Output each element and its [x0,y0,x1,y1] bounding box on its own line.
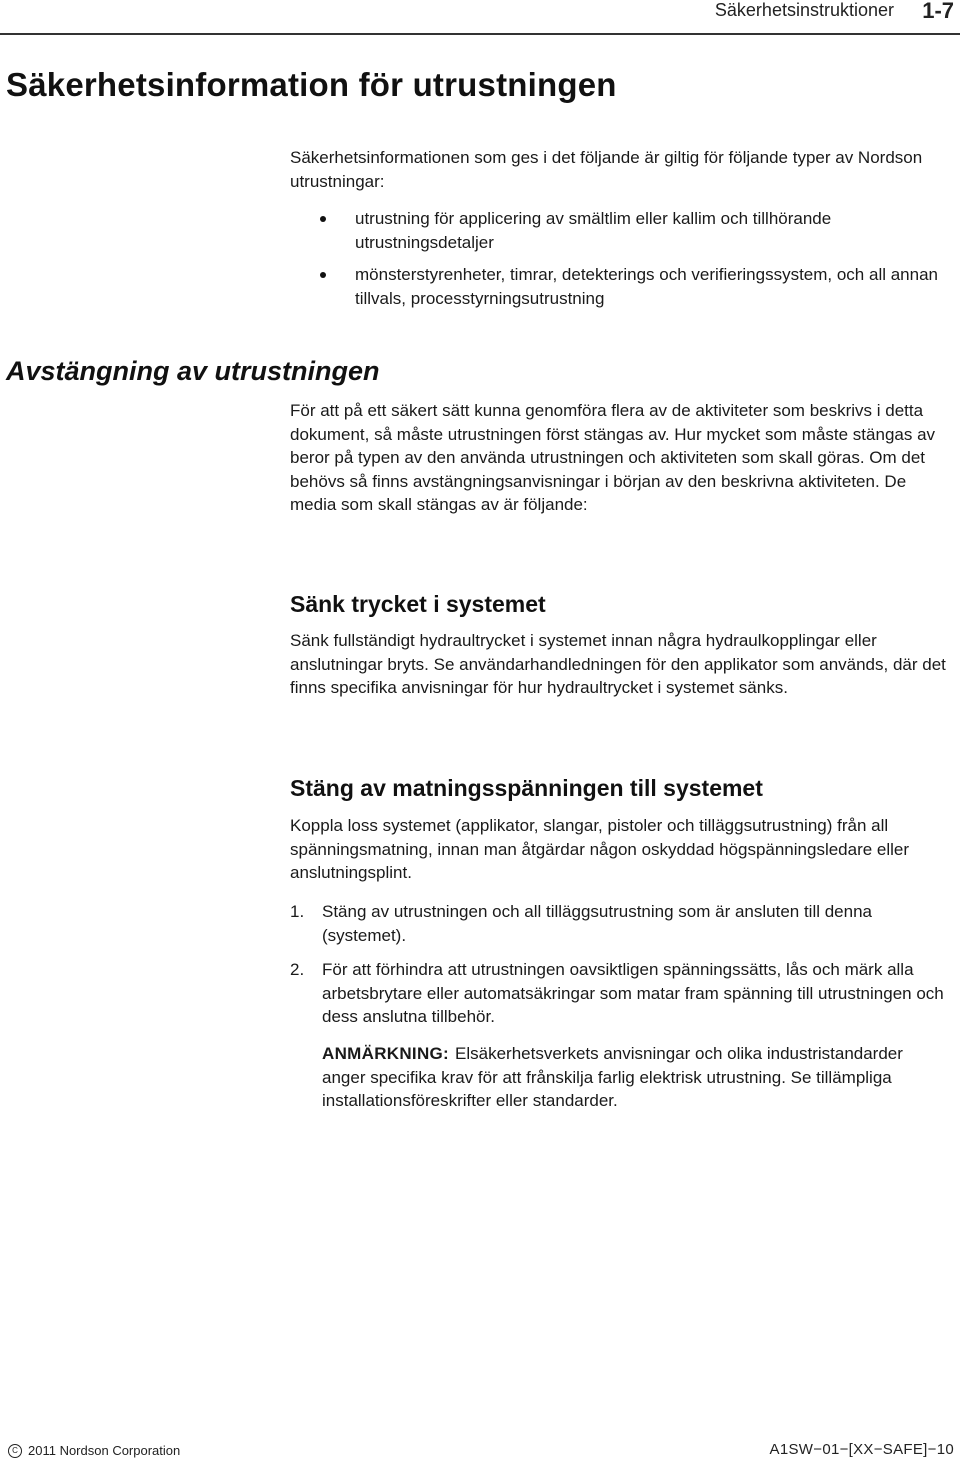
power-paragraph: Koppla loss systemet (applikator, slangar, pistoler och tilläggsutrustning) från all spänningsmatning, innan man åtgärdar någon oskyddad högspänningsledare eller anslutningsplint. [290,816,910,882]
list-item-text: utrustning för applicering av smältlim eller kallim och tillhörande utrustningsdetaljer [355,209,832,252]
step-text: För att förhindra att utrustningen oavsiktligen spänningssätts, lås och märk alla arbetsbrytare eller automatsäkringar som matar fram spänning till utrustningen och dess anslutna tillbehör. [322,960,944,1026]
bullet-icon [320,272,326,278]
note-text: Elsäkerhetsverkets anvisningar och olika industristandarder anger specifika krav för att frånskilja farlig elektrisk utrustning. Se tillämpliga installationsföreskrifter eller standarder. [322,1044,903,1110]
shutdown-paragraph: För att på ett säkert sätt kunna genomföra flera av de aktiviteter som beskrivs i detta dokument, så måste utrustningen först stängas av. Hur mycket som måste stängas av beror på typen av den använda utrustningen och aktiviteten som skall göras. Om det behövs så finns avstängningsanvisningar i början av den beskrivna aktiviteten. De media som skall stängas av är följande: [290,401,936,514]
step-number: 2. [290,960,305,979]
copyright-text: 2011 Nordson Corporation [28,1443,181,1458]
list-item [290,207,955,254]
page-title: Säkerhetsinformation för utrustningen [6,66,617,103]
list-item-text: mönsterstyrenheter, timrar, detekterings och verifieringssystem, och all annan tillvals, processtyrningsutrustning [355,265,938,308]
pressure-paragraph: Sänk fullständigt hydraultrycket i systemet innan några hydraulkopplingar eller anslutningar bryts. Se användarhandledningen för den applikator som används, där det finns specifika anvisningar för hur hydraultrycket i systemet sänks. [290,631,946,697]
pressure-heading: Sänk trycket i systemet [290,591,546,617]
bullet-icon [320,216,326,222]
equipment-type-list [290,207,955,319]
list-item [290,958,958,1029]
footer-doc-code: A1SW−01−[XX−SAFE]−10 [769,1441,954,1458]
note [322,1042,942,1113]
step-text: Stäng av utrustningen och all tilläggsutrustning som är ansluten till denna (systemet). [322,902,873,945]
running-header-section: Säkerhetsinstruktioner [714,0,894,20]
step-number: 1. [290,902,305,921]
power-heading: Stäng av matningsspänningen till systemet [290,775,763,801]
page-number: 1-7 [922,0,954,23]
intro-paragraph: Säkerhetsinformationen som ges i det följande är giltig för följande typer av Nordson utrustningar: [290,148,923,191]
footer-copyright [8,1443,180,1458]
header-rule [0,33,960,35]
copyright-icon: C [8,1444,22,1458]
power-steps-list [290,900,958,1040]
note-label: ANMÄRKNING: [322,1044,450,1063]
shutdown-heading: Avstängning av utrustningen [6,356,380,386]
list-item [290,900,958,947]
list-item [290,263,955,310]
